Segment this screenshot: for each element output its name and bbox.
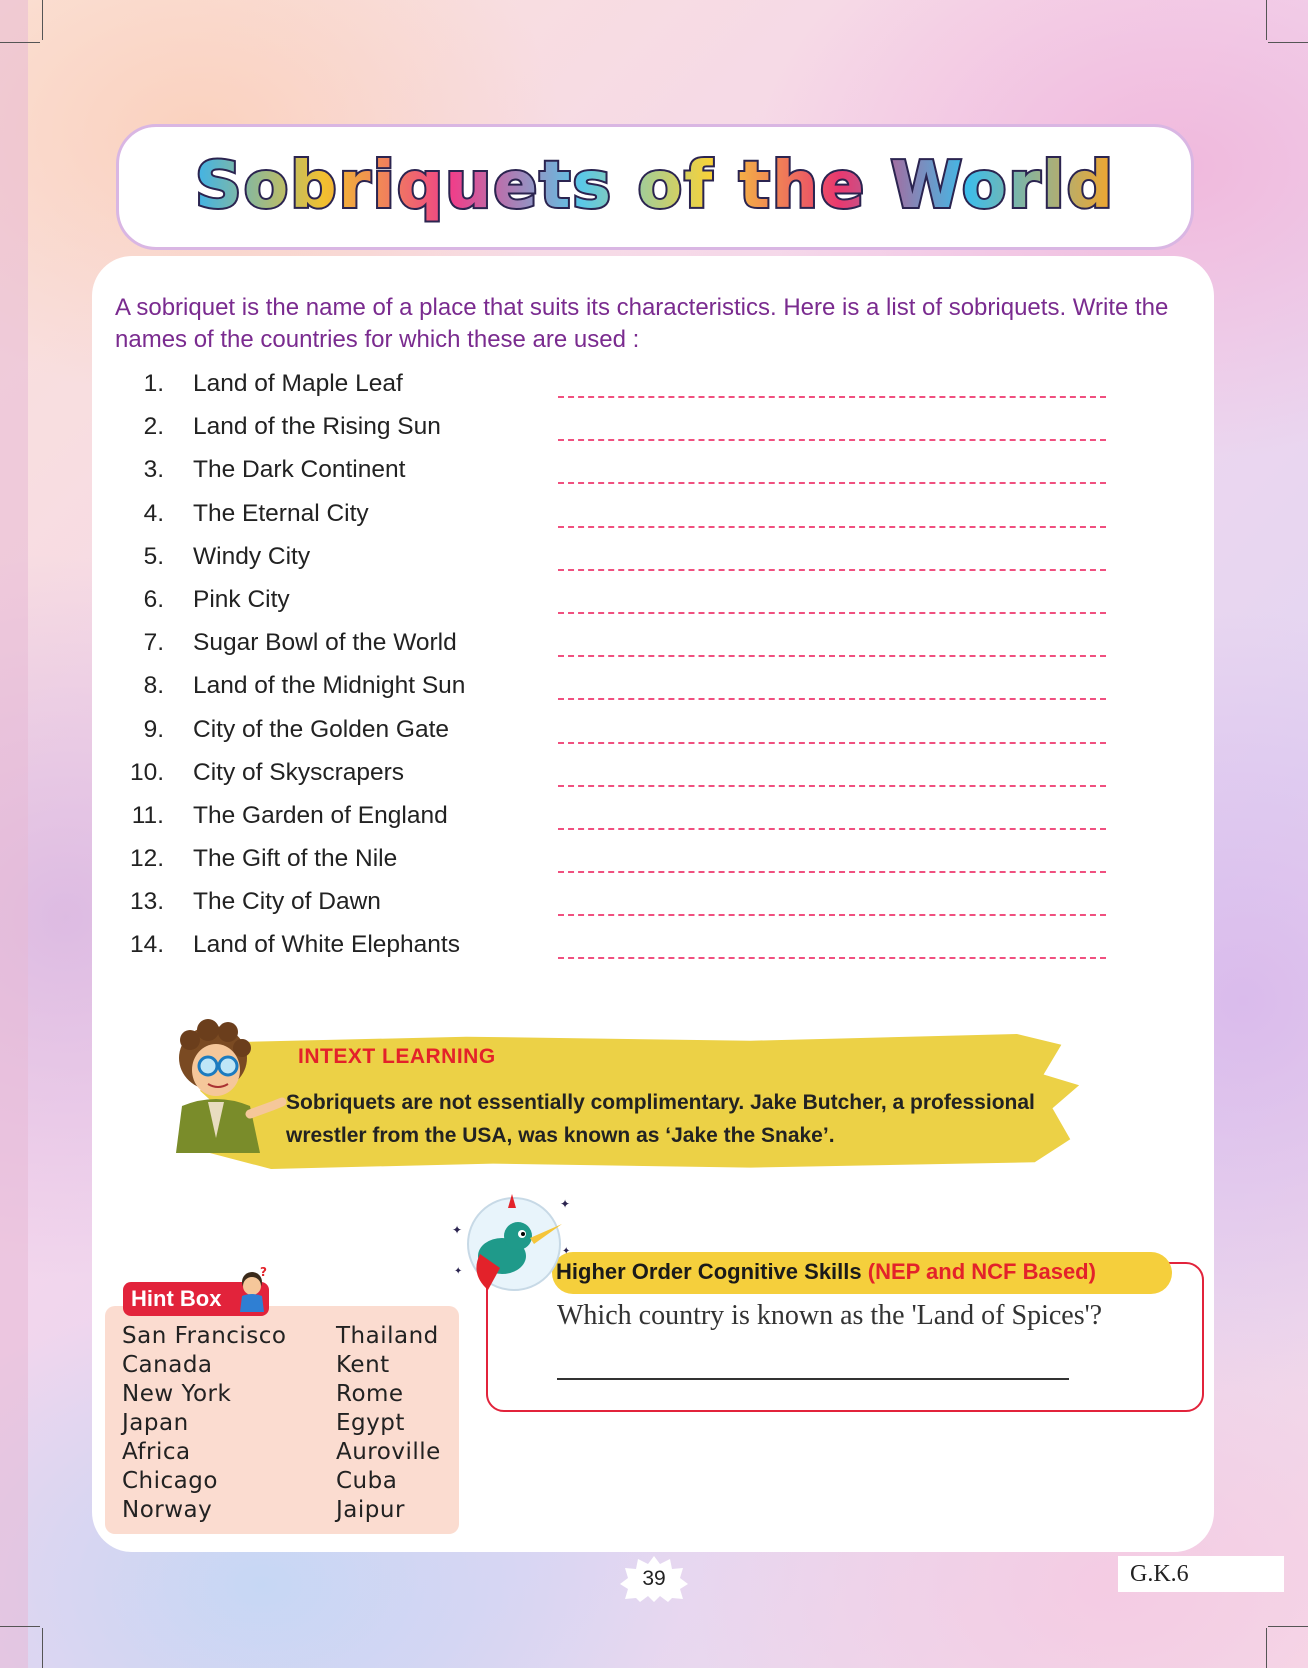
item-text: Sugar Bowl of the World	[193, 629, 457, 657]
crop-mark	[0, 42, 40, 43]
hint-column-1	[122, 1322, 287, 1525]
crop-mark	[0, 1626, 40, 1627]
answer-blank[interactable]	[558, 482, 1106, 484]
answer-blank[interactable]	[558, 785, 1106, 787]
list-item	[118, 931, 1118, 974]
teacher-character-icon	[168, 1018, 288, 1153]
item-text: City of the Golden Gate	[193, 715, 450, 743]
item-number: 10.	[129, 758, 164, 786]
item-number: 3.	[143, 456, 164, 484]
svg-text:✦: ✦	[454, 1266, 463, 1277]
item-number: 4.	[143, 499, 164, 527]
hint-word: Cuba	[336, 1468, 398, 1494]
item-text: The Eternal City	[193, 499, 369, 527]
item-number: 8.	[143, 672, 164, 700]
list-item	[118, 456, 1118, 499]
svg-text:✦: ✦	[452, 1223, 463, 1237]
hint-word: Rome	[336, 1381, 404, 1407]
answer-blank[interactable]	[558, 396, 1106, 398]
list-item	[118, 370, 1118, 413]
hint-word: San Francisco	[122, 1323, 287, 1349]
hint-box-label: Hint Box	[123, 1282, 269, 1316]
answer-blank[interactable]	[558, 871, 1106, 873]
crop-mark	[1268, 1626, 1308, 1627]
item-number: 7.	[143, 629, 164, 657]
item-text: The Dark Continent	[193, 456, 406, 484]
answer-blank[interactable]	[558, 526, 1106, 528]
hint-word: New York	[122, 1381, 232, 1407]
title-card	[116, 124, 1194, 250]
crop-mark	[42, 0, 43, 40]
item-text: Windy City	[193, 542, 311, 570]
item-number: 6.	[143, 585, 164, 613]
item-text: Land of Maple Leaf	[193, 370, 403, 397]
thinking-boy-icon	[236, 1266, 270, 1312]
hint-word: Egypt	[336, 1410, 405, 1436]
crop-mark	[42, 1628, 43, 1668]
left-margin-strip	[0, 0, 28, 1668]
item-number: 1.	[143, 370, 164, 397]
sobriquet-list	[118, 370, 1118, 975]
crop-mark	[1266, 0, 1267, 40]
book-code: G.K.6	[1118, 1556, 1284, 1592]
svg-text:✦: ✦	[562, 1246, 571, 1257]
item-text: Land of White Elephants	[193, 931, 460, 959]
item-text: Pink City	[193, 585, 290, 613]
item-text: Land of the Rising Sun	[193, 413, 441, 441]
item-text: The City of Dawn	[193, 888, 381, 916]
crop-mark	[1266, 1628, 1267, 1668]
answer-blank[interactable]	[558, 655, 1106, 657]
item-number: 12.	[129, 845, 164, 873]
page-number-badge	[620, 1556, 688, 1602]
answer-blank[interactable]	[558, 698, 1106, 700]
hint-word: Japan	[122, 1410, 189, 1436]
item-text: Land of the Midnight Sun	[193, 672, 466, 700]
hocs-title	[556, 1259, 1096, 1285]
item-text: City of Skyscrapers	[193, 758, 405, 786]
hint-word: Thailand	[336, 1323, 439, 1349]
hocs-title-text: Higher Order Cognitive Skills	[556, 1259, 862, 1284]
list-item	[118, 672, 1118, 715]
list-item	[118, 716, 1118, 759]
svg-text:?: ?	[260, 1266, 267, 1279]
answer-blank[interactable]	[558, 957, 1106, 959]
svg-text:✦: ✦	[560, 1197, 571, 1211]
answer-blank[interactable]	[558, 828, 1106, 830]
hint-word: Auroville	[336, 1439, 441, 1465]
intext-text: Sobriquets are not essentially complimentary. Jake Butcher, a professional wrestler from the USA, was known as ‘Jake the Snake’.	[286, 1091, 1035, 1147]
item-number: 5.	[143, 542, 164, 570]
page-number: 39	[642, 1567, 666, 1590]
instructions: A sobriquet is the name of a place that suits its characteristics. Here is a list of sobriquets. Write the names of the countries for which these are used :	[115, 294, 1169, 353]
hocs-tag: (NEP and NCF Based)	[867, 1259, 1096, 1284]
list-item	[118, 845, 1118, 888]
item-number: 14.	[129, 931, 164, 959]
answer-blank[interactable]	[558, 612, 1106, 614]
list-item	[118, 543, 1118, 586]
hocs-answer-line[interactable]	[557, 1378, 1069, 1380]
hint-word: Canada	[122, 1352, 213, 1378]
item-text: The Garden of England	[193, 801, 448, 829]
item-number: 2.	[143, 413, 164, 441]
item-text: The Gift of the Nile	[193, 845, 398, 873]
hint-word: Jaipur	[336, 1497, 405, 1523]
list-item	[118, 802, 1118, 845]
page-title: Sobriquets of the World	[195, 149, 1115, 223]
hint-word: Norway	[122, 1497, 213, 1523]
list-item	[118, 586, 1118, 629]
item-number: 13.	[129, 888, 164, 916]
list-item	[118, 413, 1118, 456]
list-item	[118, 629, 1118, 672]
list-item	[118, 888, 1118, 931]
hint-word: Chicago	[122, 1468, 218, 1494]
hint-word: Kent	[336, 1352, 390, 1378]
list-item	[118, 500, 1118, 543]
hint-word: Africa	[122, 1439, 191, 1465]
answer-blank[interactable]	[558, 914, 1106, 916]
intext-title: INTEXT LEARNING	[298, 1045, 496, 1068]
crop-mark	[1268, 42, 1308, 43]
answer-blank[interactable]	[558, 569, 1106, 571]
answer-blank[interactable]	[558, 742, 1106, 744]
hocs-question: Which country is known as the 'Land of Spices'?	[557, 1300, 1103, 1331]
title-art	[119, 127, 1191, 247]
list-item	[118, 759, 1118, 802]
item-number: 9.	[143, 715, 164, 743]
hint-column-2	[336, 1322, 441, 1525]
item-number: 11.	[131, 801, 164, 829]
answer-blank[interactable]	[558, 439, 1106, 441]
